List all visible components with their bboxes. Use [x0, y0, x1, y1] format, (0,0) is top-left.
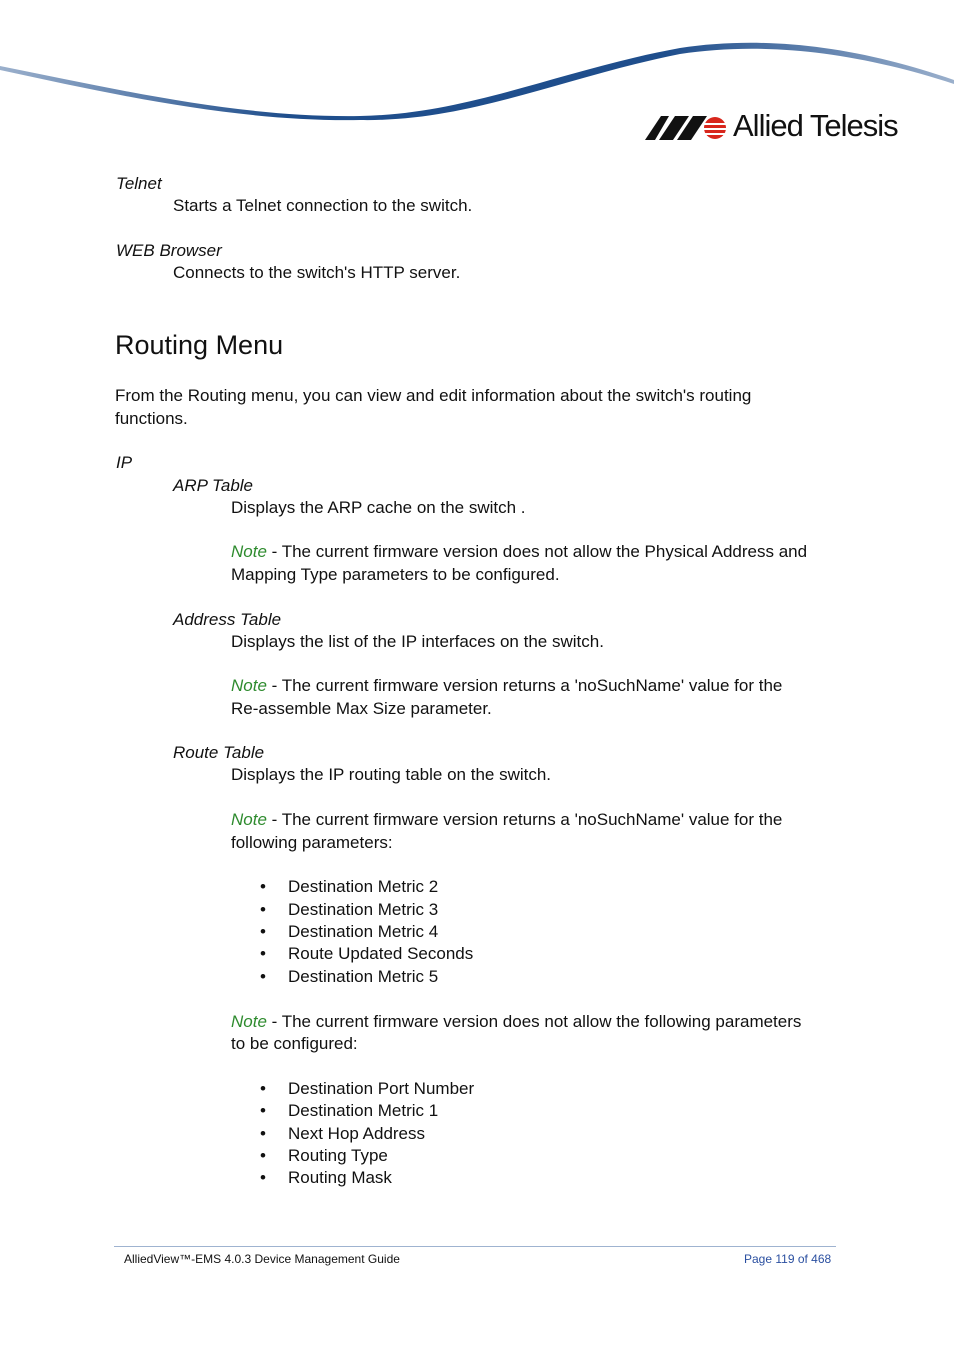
- footer-page-number: Page 119 of 468: [744, 1252, 832, 1266]
- term-address-table: Address Table: [173, 610, 282, 629]
- note-route2-line1: [231, 1012, 801, 1032]
- desc-arp-table: Displays the ARP cache on the switch .: [231, 498, 526, 517]
- section-heading: Routing Menu: [115, 330, 284, 360]
- note-text: - The current firmware version returns a 'noSuchName' value for the: [266, 810, 783, 829]
- desc-address-table: Displays the list of the IP interfaces on the switch.: [231, 632, 604, 651]
- note-route1-line1: [231, 810, 782, 830]
- term-arp-table: ARP Table: [173, 476, 254, 495]
- note-label: Note: [231, 810, 267, 829]
- note-address-line2: Re-assemble Max Size parameter.: [231, 699, 492, 718]
- desc-telnet: Starts a Telnet connection to the switch.: [173, 196, 473, 215]
- term-web-browser: WEB Browser: [116, 241, 222, 260]
- note-label: Note: [231, 1012, 267, 1031]
- note-arp-line1: [231, 542, 807, 562]
- document-page: Allied Telesis Telnet Starts a Telnet connection to the switch. WEB Browser Connects to the switch's HTTP server. Routing Menu From the Routing menu, you can view and edit information about the switch's routing functions. IP ARP Table Displays the ARP cache on the switch . Note - The current firmware version does not allow the Physical Address and Mapping Type parameters to be configured. Address Table Displays the list of the IP interfaces on the switch. Note - The current firmware version returns a 'noSuchName' value for the Re-assemble Max Size parameter. Route Table Displays the IP routing table on the switch. Note - The current firmware version returns a 'noSuchName' value for the following parameters: • Destination Metric 2 • Destination Metric 3 • Destination Metric 4 • Route Updated Seconds • Destination Metric 5 Note - The current firmware version does not allow the following parameters to be configured: • Destination Port Number • Destination Metric 1 • Next Hop Address • Routing Type • Routing Mask AlliedView™-EMS 4.0.3 Device Management Guide Page 119 of 468: [0, 0, 954, 1351]
- intro-text-line2: functions.: [115, 409, 188, 428]
- term-ip: IP: [116, 453, 133, 472]
- intro-text-line1: From the Routing menu, you can view and edit information about the switch's routing: [115, 386, 752, 405]
- note-address-line1: [231, 676, 782, 696]
- desc-web-browser: Connects to the switch's HTTP server.: [173, 263, 461, 282]
- note-label: Note: [231, 542, 267, 561]
- term-telnet: Telnet: [116, 174, 162, 193]
- allied-telesis-logo: [645, 108, 905, 148]
- note-route1-line2: following parameters:: [231, 833, 393, 852]
- footer-divider: [114, 1246, 836, 1247]
- allied-telesis-mark-icon: [645, 114, 729, 146]
- term-route-table: Route Table: [173, 743, 265, 762]
- note-text: - The current firmware version does not allow the Physical Address and: [266, 542, 808, 561]
- note-arp-line2: Mapping Type parameters to be configured.: [231, 565, 560, 584]
- desc-route-table: Displays the IP routing table on the switch.: [231, 765, 552, 784]
- note-route2-line2: to be configured:: [231, 1034, 358, 1053]
- logo-wordmark: Allied Telesis: [733, 108, 898, 143]
- note-text: - The current firmware version does not allow the following parameters: [266, 1012, 802, 1031]
- note-label: Note: [231, 676, 267, 695]
- note-text: - The current firmware version returns a 'noSuchName' value for the: [266, 676, 783, 695]
- footer-title: AlliedView™-EMS 4.0.3 Device Management Guide: [124, 1252, 400, 1266]
